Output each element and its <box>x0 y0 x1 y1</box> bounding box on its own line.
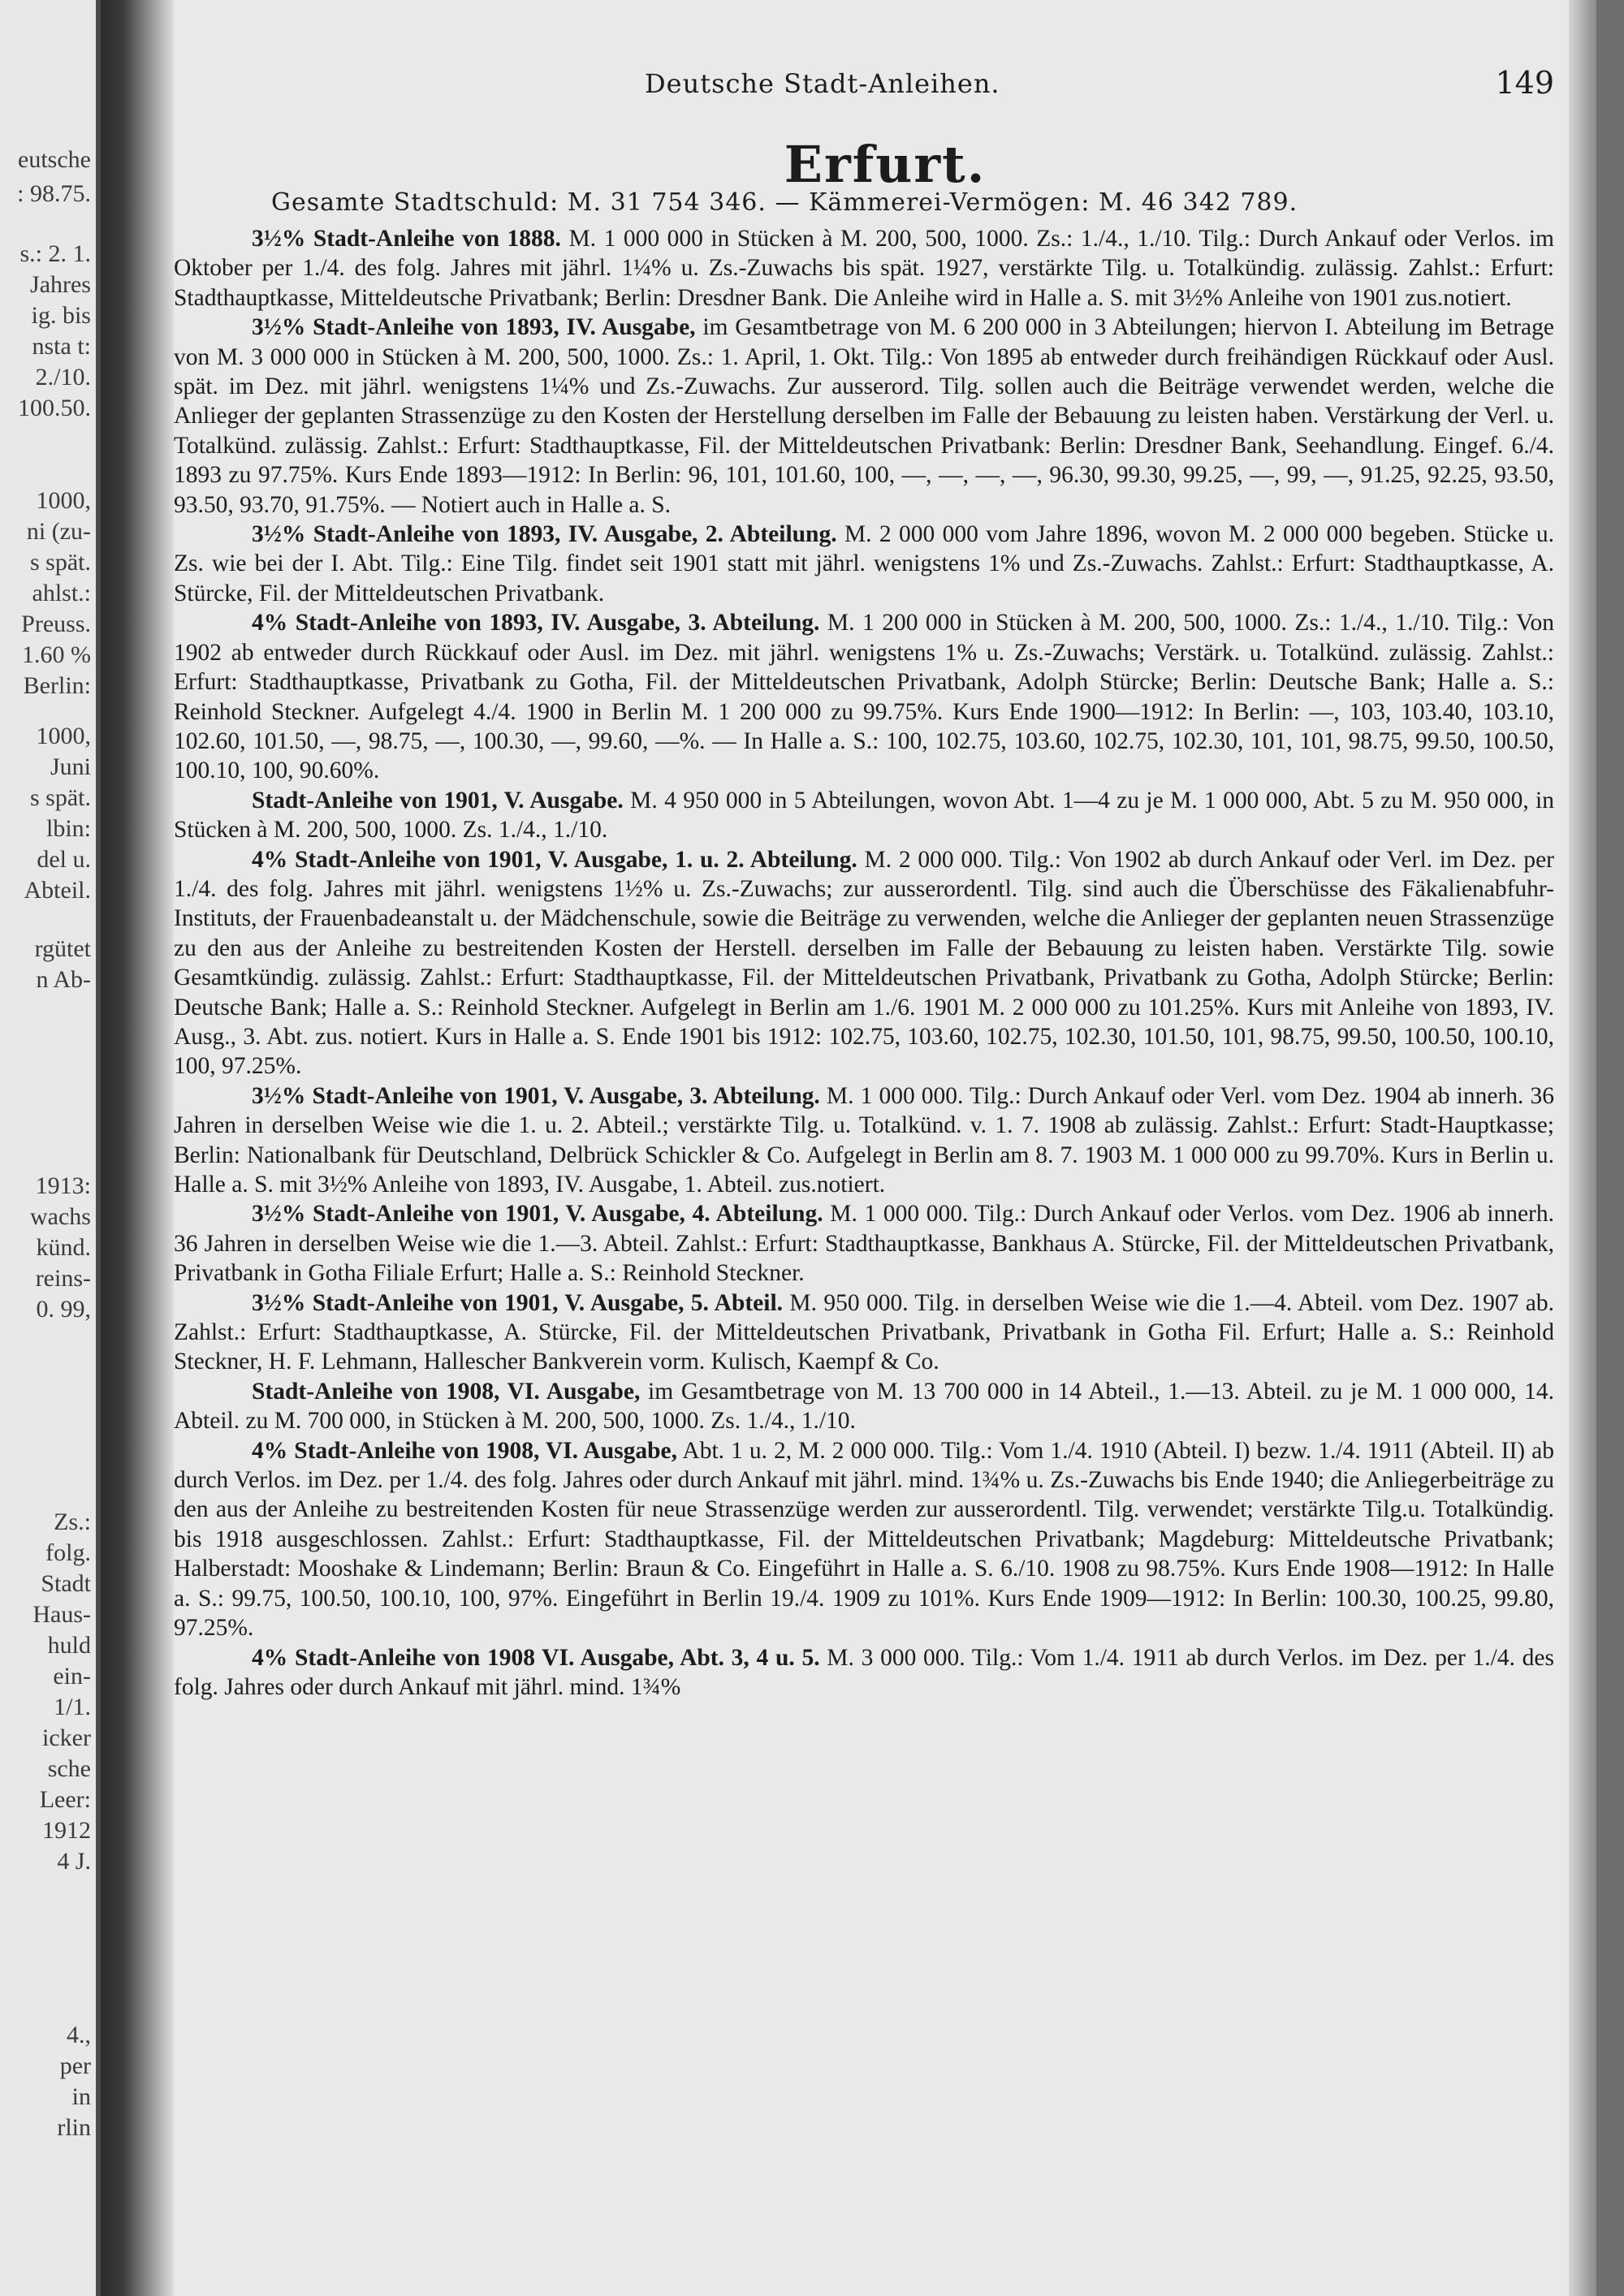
previous-page-fragment: reins- <box>35 1265 91 1292</box>
bond-details: M. 4 950 000 in 5 Abteilungen, wovon Abt. 1—4 zu je M. 1 000 000, Abt. 5 zu M. 950 000, in Stücken à M. 200, 500, 1000. Zs. 1./4., 1./10. <box>174 787 1555 844</box>
previous-page-fragment: s.: 2. 1. <box>19 240 91 267</box>
bond-heading: Stadt-Anleihe von 1908, VI. Ausgabe, <box>252 1378 641 1405</box>
previous-page-fragment: s spät. <box>30 784 91 811</box>
previous-page-fragment: del u. <box>37 846 91 873</box>
bond-heading: 3½% Stadt-Anleihe von 1893, IV. Ausgabe, <box>252 314 696 341</box>
previous-page-fragment: rgütet <box>34 935 91 962</box>
previous-page-fragment: Stadt <box>41 1570 91 1597</box>
bond-details: im Gesamtbetrage von M. 13 700 000 in 14 Abteil., 1.—13. Abteil. zu je M. 1 000 000, 14. Abteil. zu M. 700 000, in Stücken à M. 200, 500, 1000. Zs. 1./4., 1./10. <box>174 1378 1554 1435</box>
bond-entry <box>174 1288 1554 1377</box>
running-title: Deutsche Stadt-Anleihen. <box>645 68 1000 99</box>
bond-heading: 3½% Stadt-Anleihe von 1893, IV. Ausgabe, 2. Abteilung. <box>252 521 837 548</box>
bond-details: M. 1 000 000 in Stücken à M. 200, 500, 1000. Zs.: 1./4., 1./10. Tilg.: Durch Ankauf oder Verlos. im Oktober per 1./4. des folg. Jahres mit jährl. 1¼% u. Zs.-Zuwachs bis spät. 1927, verstärkte Tilg. u. Totalkündig. zulässig. Zahlst.: Erfurt: Stadthauptkasse, Mitteldeutsche Privatbank; Berlin: Dresdner Bank. Die Anleihe wird in Halle a. S. mit 3½% Anleihe von 1901 zus.notiert. <box>174 226 1554 311</box>
previous-page-fragment: 100.50. <box>18 395 91 421</box>
bond-entry <box>174 608 1554 785</box>
previous-page-fragment: ni (zu- <box>26 518 91 545</box>
previous-page-fragment: 1000, <box>36 487 91 514</box>
previous-page-fragment: icker <box>42 1724 91 1751</box>
bond-details: M. 1 200 000 in Stücken à M. 200, 500, 1000. Zs.: 1./4., 1./10. Tilg.: Von 1902 ab entweder durch Rückkauf oder Ausl. im Dez. mit jährl. wenigstens 1% u. Zs.-Zuwachs; Verstärk. u. Totalkünd. zulässig. Zahlst.: Erfurt: Stadthauptkasse, Privatbank zu Gotha, Fil. der Mitteldeutschen Privatbank, Adolph Stürcke; Berlin: Deutsche Bank; Halle a. S.: Reinhold Steckner. Aufgelegt 4./4. 1900 in Berlin M. 1 200 000 zu 99.75%. Kurs Ende 1900—1912: In Berlin: —, 103, 103.40, 103.10, 102.60, 101.50, —, 98.75, —, 100.30, —, 99.60, —%. — In Halle a. S.: 100, 102.75, 103.60, 102.75, 102.30, 101, 101, 98.75, 99.50, 100.50, 100.10, 100, 90.60%. <box>174 610 1554 784</box>
previous-page-fragment: nsta t: <box>32 333 91 360</box>
previous-page-fragment: Berlin: <box>23 672 91 699</box>
bond-entry <box>174 224 1554 313</box>
previous-page-fragment: 1000, <box>36 723 91 749</box>
previous-page-fragment: 2./10. <box>35 364 91 391</box>
bond-heading: 4% Stadt-Anleihe von 1908, VI. Ausgabe, <box>252 1437 677 1464</box>
bond-details: M. 1 000 000. Tilg.: Durch Ankauf oder Verl. vom Dez. 1904 ab innerh. 36 Jahren in derselben Weise wie die 1. u. 2. Abteil.; verstärkte Tilg. u. Totalkünd. v. 1. 7. 1908 ab zulässig. Zahlst.: Erfurt: Stadt-Hauptkasse; Berlin: Nationalbank für Deutschland, Delbrück Schickler & Co. Aufgelegt in Berlin am 8. 7. 1903 M. 1 000 000 zu 99.70%. Kurs in Berlin u. Halle a. S. mit 3½% Anleihe von 1893, IV. Ausgabe, 1. Abteil. zus.notiert. <box>174 1082 1554 1198</box>
previous-page-fragment: Haus- <box>32 1601 91 1628</box>
previous-page-fragment: Leer: <box>39 1786 91 1813</box>
previous-page-fragment: 1913: <box>35 1172 91 1199</box>
bond-heading: 4% Stadt-Anleihe von 1901, V. Ausgabe, 1. u. 2. Abteilung. <box>252 846 857 873</box>
bond-details: M. 950 000. Tilg. in derselben Weise wie die 1.—4. Abteil. vom Dez. 1907 ab. Zahlst.: Erfurt: Stadthauptkasse, A. Stürcke, Fil. der Mitteldeutschen Privatbank, Privatbank in Gotha Fil. Erfurt; Halle a. S.: Reinhold Steckner, H. F. Lehmann, Hallescher Bankverein vorm. Kulisch, Kaempf & Co. <box>174 1289 1554 1375</box>
previous-page-fragment: in <box>71 2083 91 2110</box>
previous-page-fragment: 1912 <box>42 1817 91 1844</box>
bond-details: M. 2 000 000 vom Jahre 1896, wovon M. 2 000 000 begeben. Stücke u. Zs. wie bei der I. Abt. Tilg.: Eine Tilg. findet seit 1901 statt mit jährl. wenigstens 1% und Zs.-Zuwachs. Zahlst.: Erfurt: Stadthauptkasse, A. Stürcke, Fil. der Mitteldeutschen Privatbank. <box>174 521 1554 606</box>
document-page <box>174 0 1596 2296</box>
previous-page-fragment: eutsche <box>18 146 91 173</box>
previous-page-fragment: 0. 99, <box>36 1296 91 1323</box>
previous-page-fragment: Jahres <box>30 271 91 298</box>
previous-page-fragment: wachs <box>30 1203 91 1230</box>
previous-page-fragment: 4 J. <box>57 1848 91 1875</box>
bond-entry <box>174 1643 1554 1703</box>
previous-page-fragment: ahlst.: <box>32 580 91 606</box>
bond-entry <box>174 845 1554 1081</box>
bond-entry <box>174 1377 1554 1436</box>
previous-page-fragment: s spät. <box>30 549 91 576</box>
previous-page-fragment: 4., <box>67 2022 91 2048</box>
previous-page-fragment: ein- <box>53 1663 91 1690</box>
bond-details: M. 2 000 000. Tilg.: Von 1902 ab durch Ankauf oder Verl. im Dez. per 1./4. des folg. Jahres mit jährl. wenigstens 1½% u. Zs.-Zuwachs; zur ausserordentl. Tilg. sind auch die Überschüsse des Fäkalienabfuhr-Instituts, der Frauenbadeanstalt u. der Mädchenschule, sowie die Beiträge zu verwenden, welche die Anlieger der geplanten neuen Strassenzüge zu den aus der Anleihe zu bestreitenden Kosten der Herstell. derselben im Falle der Bebauung zu leisten haben. Verstärkte Tilg. sowie Gesamtkündig. zulässig. Zahlst.: Erfurt: Stadthauptkasse, Fil. der Mitteldeutschen Privatbank, Privatbank zu Gotha, Adolph Stürcke; Berlin: Deutsche Bank; Halle a. S.: Reinhold Steckner. Aufgelegt in Berlin am 1./6. 1901 M. 2 000 000 zu 101.25%. Kurs mit Anleihe von 1893, IV. Ausg., 3. Abt. zus. notiert. Kurs in Halle a. S. Ende 1901 bis 1912: 102.75, 103.60, 102.75, 102.30, 101.50, 101, 98.75, 99.50, 100.50, 100.10, 100, 97.25%. <box>174 846 1554 1080</box>
previous-page-fragment: künd. <box>36 1234 91 1261</box>
previous-page-fragment: sche <box>47 1755 91 1782</box>
previous-page-fragment: Juni <box>50 753 91 780</box>
bond-heading: 3½% Stadt-Anleihe von 1901, V. Ausgabe, 4. Abteilung. <box>252 1201 823 1228</box>
previous-page-fragment: per <box>59 2052 91 2079</box>
bond-heading: 3½% Stadt-Anleihe von 1901, V. Ausgabe, 5. Abteil. <box>252 1289 784 1316</box>
previous-page-edge <box>0 0 101 2296</box>
section-title: Erfurt. <box>784 135 987 194</box>
previous-page-fragment: huld <box>47 1632 91 1659</box>
previous-page-fragment: ig. bis <box>31 302 91 329</box>
bond-entry <box>174 313 1554 520</box>
page-edge-shadow <box>1569 0 1596 2296</box>
bond-entries <box>174 224 1554 1702</box>
page-number: 149 <box>1495 65 1554 101</box>
bond-details: im Gesamtbetrage von M. 6 200 000 in 3 Abteilungen; hiervon I. Abteilung im Betrage von M. 3 000 000 in Stücken à M. 200, 500, 1000. Zs.: 1. April, 1. Okt. Tilg.: Von 1895 ab entweder durch freihändigen Rückkauf oder Ausl. spät. im Dez. mit jährl. wenigstens 1¼% und Zs.-Zuwachs. Zur ausserord. Tilg. sollen auch die Beiträge verwendet werden, welche die Anlieger der geplanten Strassenzüge zu den Kosten der Herstellung derselben im Falle der Bebauung zu leisten haben. Verstärkung der Verl. u. Totalkünd. zulässig. Zahlst.: Erfurt: Stadthauptkasse, Fil. der Mitteldeutschen Privatbank: Berlin: Dresdner Bank, Seehandlung. Eingef. 6./4. 1893 zu 97.75%. Kurs Ende 1893—1912: In Berlin: 96, 101, 101.60, 100, —, —, —, —, 96.30, 99.30, 99.25, —, 99, —, 91.25, 92.25, 93.50, 93.50, 93.70, 91.75%. — Notiert auch in Halle a. S. <box>174 314 1554 518</box>
bond-details: Abt. 1 u. 2, M. 2 000 000. Tilg.: Vom 1./4. 1910 (Abteil. I) bezw. 1./4. 1911 (Abteil. II) ab durch Verlos. im Dez. per 1./4. des folg. Jahres oder durch Ankauf mit jährl. mind. 1¾% u. Zs.-Zuwachs bis Ende 1940; die Anliegerbeiträge zu den aus der Anleihe zu bestreitenden Kosten für neue Strassenzüge werden zur ausserordentl. Tilg. verwendet; verstärkte Tilg.u. Totalkündig. bis 1918 ausgeschlossen. Zahlst.: Erfurt: Stadthauptkasse, Fil. der Mitteldeutschen Privatbank; Magdeburg: Mitteldeutsche Privatbank; Halberstadt: Mooshake & Lindemann; Berlin: Braun & Co. Eingeführt in Halle a. S. 6./10. 1908 zu 98.75%. Kurs Ende 1908—1912: In Halle a. S.: 99.75, 100.50, 100.10, 100, 97%. Eingeführt in Berlin 19./4. 1909 zu 101%. Kurs Ende 1909—1912: In Berlin: 100.30, 100.25, 99.80, 97.25%. <box>174 1437 1554 1642</box>
bond-details: M. 1 000 000. Tilg.: Durch Ankauf oder Verlos. vom Dez. 1906 ab innerh. 36 Jahren in derselben Weise wie die 1.—3. Abteil. Zahlst.: Erfurt: Stadthauptkasse, Bankhaus A. Stürcke, Fil. der Mitteldeutschen Privatbank, Privatbank in Gotha Filiale Erfurt; Halle a. S.: Reinhold Steckner. <box>174 1201 1554 1287</box>
bond-details: M. 3 000 000. Tilg.: Vom 1./4. 1911 ab durch Verlos. im Dez. per 1./4. des folg. Jahres oder durch Ankauf mit jährl. mind. 1¾% <box>174 1644 1554 1700</box>
book-gutter <box>101 0 174 2296</box>
previous-page-fragment: 1/1. <box>54 1694 91 1720</box>
previous-page-fragment: n Ab- <box>36 966 91 993</box>
city-debt-summary: Gesamte Stadtschuld: M. 31 754 346. — Kämmerei-Vermögen: M. 46 342 789. <box>271 188 1298 217</box>
bond-entry <box>174 786 1554 845</box>
previous-page-fragment: Abteil. <box>24 877 91 904</box>
bond-heading: 4% Stadt-Anleihe von 1893, IV. Ausgabe, 3. Abteilung. <box>252 610 820 637</box>
previous-page-fragment: : 98.75. <box>17 180 91 207</box>
previous-page-fragment: lbin: <box>45 815 91 842</box>
previous-page-fragment: Preuss. <box>21 611 91 637</box>
bond-entry <box>174 520 1554 608</box>
previous-page-fragment: Zs.: <box>54 1508 91 1535</box>
bond-heading: 3½% Stadt-Anleihe von 1901, V. Ausgabe, 3. Abteilung. <box>252 1082 820 1109</box>
bond-entry <box>174 1436 1554 1643</box>
previous-page-fragment: rlin <box>57 2114 91 2141</box>
previous-page-fragment: 1.60 % <box>22 641 91 668</box>
bond-entry <box>174 1081 1554 1200</box>
bond-heading: 3½% Stadt-Anleihe von 1888. <box>252 226 561 252</box>
bond-heading: 4% Stadt-Anleihe von 1908 VI. Ausgabe, Abt. 3, 4 u. 5. <box>252 1644 820 1671</box>
previous-page-fragment: folg. <box>45 1539 91 1566</box>
bond-heading: Stadt-Anleihe von 1901, V. Ausgabe. <box>252 787 624 814</box>
bond-entry <box>174 1199 1554 1288</box>
page-header <box>174 65 1596 109</box>
